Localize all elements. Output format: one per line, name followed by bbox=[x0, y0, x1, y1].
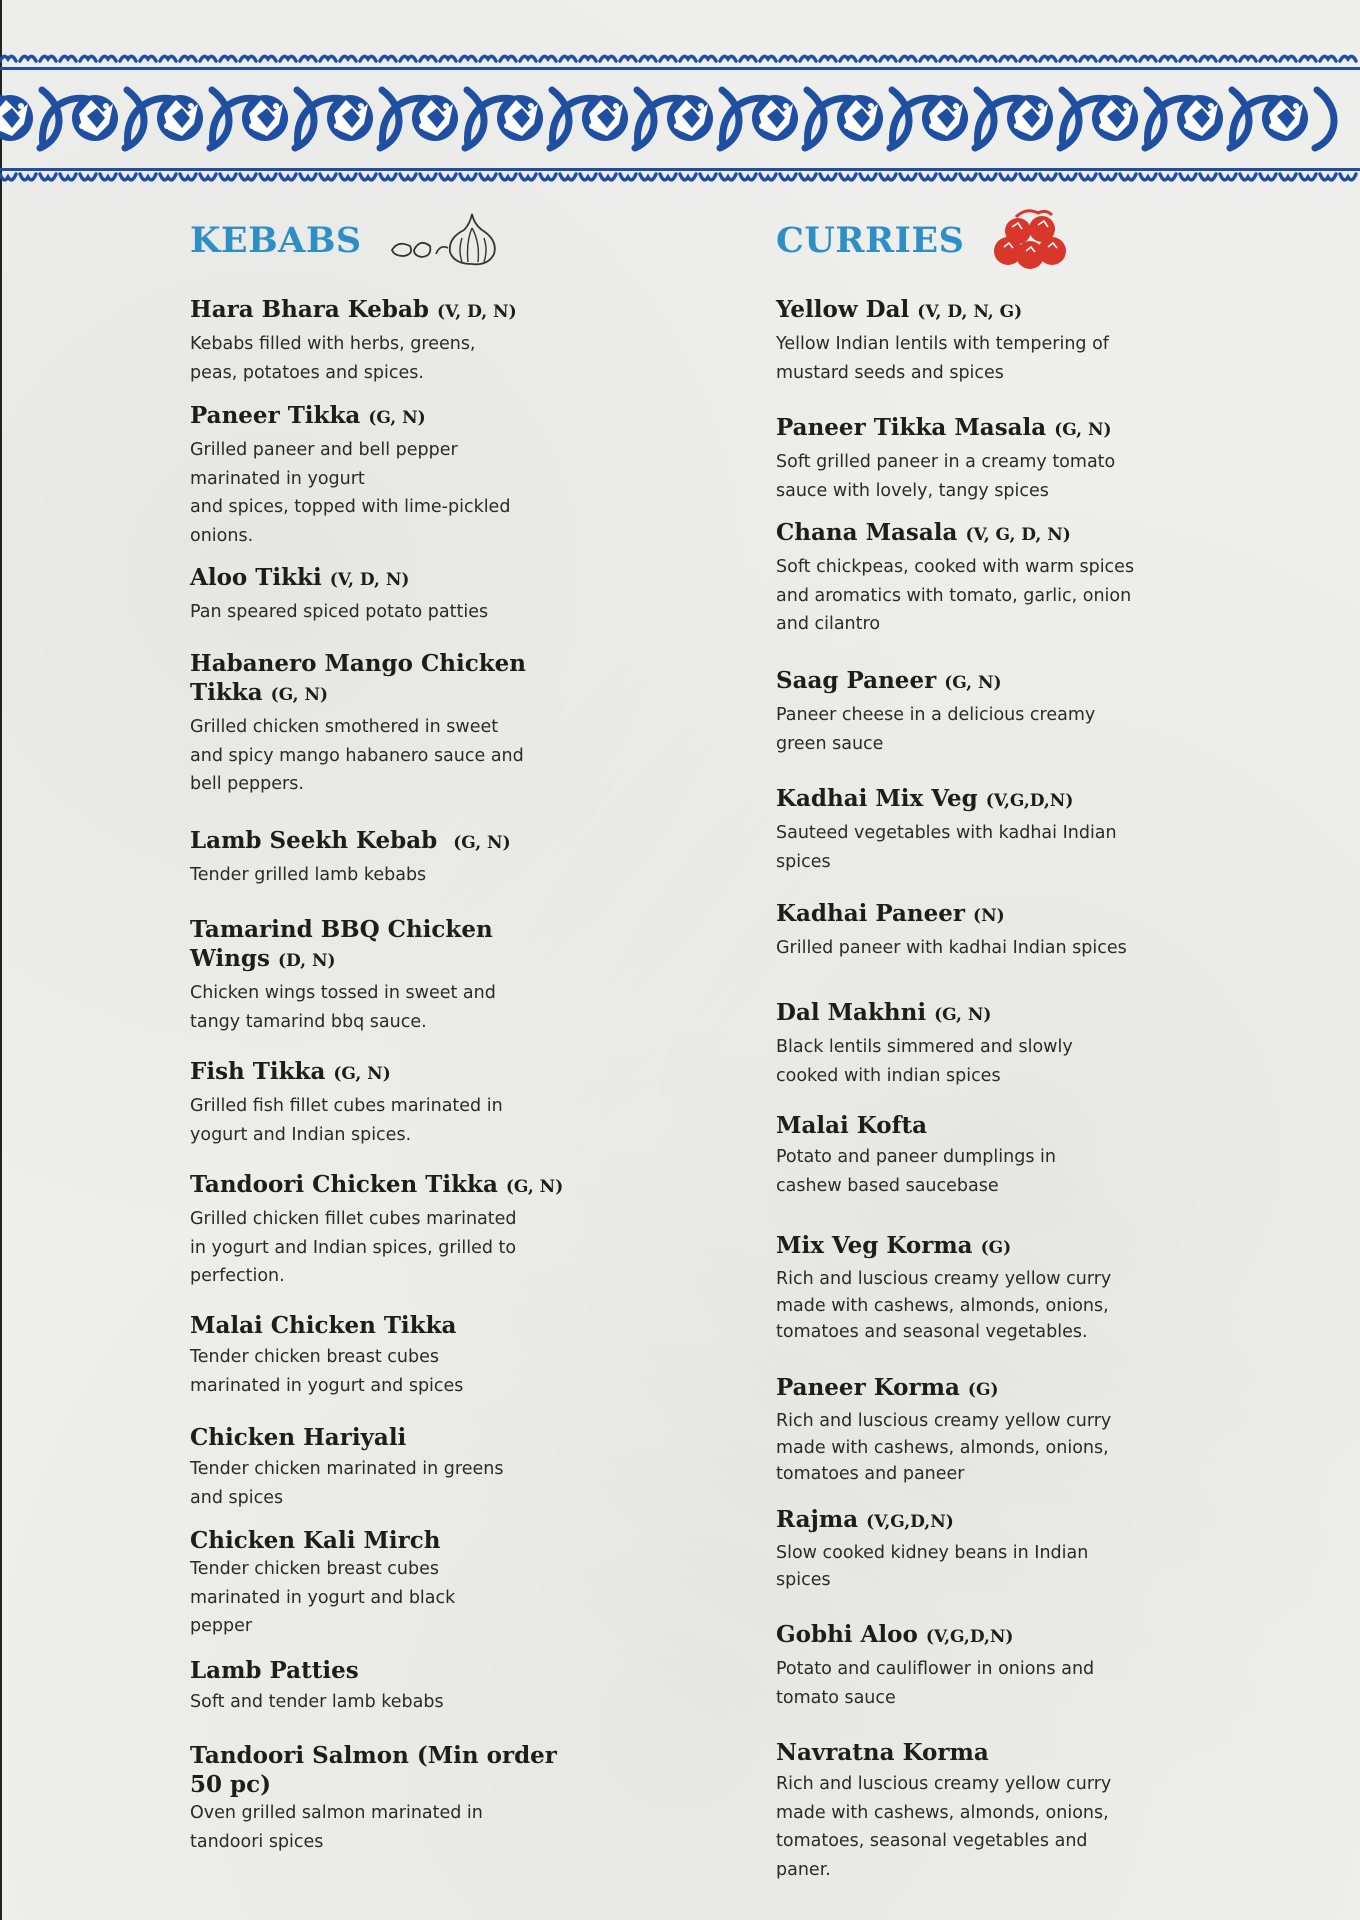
menu-item bbox=[776, 295, 1196, 387]
item-name: Kadhai Paneer bbox=[776, 900, 966, 927]
item-name: Lamb Seekh Kebab bbox=[190, 827, 438, 854]
menu-item bbox=[190, 295, 580, 387]
item-dietary-tags: (V,G,D,N) bbox=[985, 791, 1074, 811]
item-description: Potato and paneer dumplings in cashew based saucebase bbox=[776, 1147, 1056, 1196]
item-description: Chicken wings tossed in sweet and tangy tamarind bbq sauce. bbox=[190, 983, 496, 1032]
item-description: Soft and tender lamb kebabs bbox=[190, 1692, 444, 1712]
tomato-icon bbox=[986, 205, 1076, 275]
item-name: Paneer Korma bbox=[776, 1374, 960, 1401]
item-description: Grilled fish fillet cubes marinated in yogurt and Indian spices. bbox=[190, 1096, 503, 1145]
section-title-curries: CURRIES bbox=[776, 219, 965, 261]
menu-item bbox=[776, 666, 1196, 758]
menu-item bbox=[190, 1423, 580, 1512]
item-description: Tender chicken breast cubes marinated in yogurt and spices bbox=[190, 1347, 464, 1396]
menu-item bbox=[190, 1526, 580, 1641]
menu-item bbox=[776, 413, 1196, 505]
item-description: Tender chicken breast cubes marinated in yogurt and black pepper bbox=[190, 1559, 456, 1636]
item-description: Tender chicken marinated in greens and spices bbox=[190, 1459, 504, 1508]
curries-section bbox=[776, 215, 1196, 1880]
decorative-floral-border bbox=[0, 40, 1360, 190]
item-name: Lamb Patties bbox=[190, 1657, 359, 1684]
item-name-line-2: Wings bbox=[190, 945, 270, 972]
item-name: Dal Makhni bbox=[776, 999, 927, 1026]
page-edge-line bbox=[0, 0, 2, 1920]
item-description: Black lentils simmered and slowly cooked with indian spices bbox=[776, 1037, 1073, 1086]
item-description: Kebabs filled with herbs, greens, peas, potatoes and spices. bbox=[190, 334, 476, 383]
item-dietary-tags: (G, N) bbox=[934, 1005, 992, 1025]
menu-item bbox=[190, 649, 580, 799]
curries-header bbox=[776, 215, 1196, 265]
item-name: Kadhai Mix Veg bbox=[776, 785, 978, 812]
item-name: Malai Kofta bbox=[776, 1112, 927, 1139]
item-dietary-tags: (V, D, N, G) bbox=[917, 302, 1023, 322]
item-description: Grilled paneer with kadhai Indian spices bbox=[776, 938, 1127, 958]
item-description: Tender grilled lamb kebabs bbox=[190, 865, 427, 885]
item-description: Slow cooked kidney beans in Indian spices bbox=[776, 1543, 1089, 1590]
item-name: Tandoori Salmon (Min order bbox=[190, 1742, 557, 1769]
item-description: Potato and cauliflower in onions and tomato sauce bbox=[776, 1659, 1095, 1708]
item-dietary-tags: (V,G,D,N) bbox=[925, 1627, 1014, 1647]
menu-item bbox=[190, 1741, 580, 1856]
item-description: Grilled chicken fillet cubes marinated in yogurt and Indian spices, grilled to perfection. bbox=[190, 1209, 517, 1286]
item-dietary-tags: (G, N) bbox=[505, 1177, 564, 1197]
item-name: Fish Tikka bbox=[190, 1058, 326, 1085]
item-dietary-tags: (V,G,D,N) bbox=[866, 1512, 954, 1532]
item-name: Aloo Tikki bbox=[190, 564, 322, 591]
item-dietary-tags: (V, D, N) bbox=[436, 302, 517, 322]
menu-item bbox=[190, 1170, 580, 1291]
item-dietary-tags: (D, N) bbox=[277, 951, 336, 971]
menu-item bbox=[776, 1620, 1196, 1712]
item-dietary-tags: (V, G, D, N) bbox=[965, 525, 1071, 545]
item-name: Tandoori Chicken Tikka bbox=[190, 1171, 498, 1198]
menu-item bbox=[190, 1057, 580, 1149]
item-description: Soft chickpeas, cooked with warm spices and aromatics with tomato, garlic, onion and cilantro bbox=[776, 557, 1135, 634]
item-name: Chicken Hariyali bbox=[190, 1424, 407, 1451]
menu-item bbox=[190, 563, 580, 627]
item-dietary-tags: (N) bbox=[973, 906, 1005, 926]
item-name: Mix Veg Korma bbox=[776, 1232, 973, 1259]
item-description: Rich and luscious creamy yellow curry made with cashews, almonds, onions, tomatoes and seasonal vegetables. bbox=[776, 1269, 1112, 1342]
item-name: Chana Masala bbox=[776, 519, 958, 546]
item-name: Rajma bbox=[776, 1506, 859, 1533]
menu-item bbox=[776, 1738, 1196, 1884]
item-dietary-tags: (G, N) bbox=[1054, 420, 1112, 440]
item-dietary-tags: (G, N) bbox=[944, 673, 1002, 693]
menu-item bbox=[776, 1111, 1196, 1200]
menu-item bbox=[776, 518, 1196, 639]
item-name-line-2: 50 pc) bbox=[190, 1771, 271, 1798]
menu-item bbox=[190, 401, 580, 550]
item-name: Paneer Tikka Masala bbox=[776, 414, 1047, 441]
item-description: Soft grilled paneer in a creamy tomato sauce with lovely, tangy spices bbox=[776, 452, 1116, 501]
item-dietary-tags: (V, D, N) bbox=[329, 570, 410, 590]
item-dietary-tags: (G, N) bbox=[333, 1064, 391, 1084]
item-name: Yellow Dal bbox=[776, 296, 910, 323]
item-description: Grilled chicken smothered in sweet and spicy mango habanero sauce and bell peppers. bbox=[190, 717, 524, 794]
menu-item bbox=[190, 1656, 580, 1717]
item-name: Chicken Kali Mirch bbox=[190, 1527, 441, 1554]
item-description: Sauteed vegetables with kadhai Indian spices bbox=[776, 823, 1117, 872]
menu-item bbox=[776, 784, 1196, 876]
menu-item bbox=[190, 826, 580, 890]
item-dietary-tags: (G) bbox=[980, 1238, 1012, 1258]
item-dietary-tags: (G, N) bbox=[368, 408, 426, 428]
item-name: Gobhi Aloo bbox=[776, 1621, 918, 1648]
section-title-kebabs: KEBABS bbox=[190, 219, 362, 261]
item-name: Malai Chicken Tikka bbox=[190, 1312, 457, 1339]
item-dietary-tags: (G, N) bbox=[453, 833, 511, 853]
menu-item bbox=[776, 998, 1196, 1090]
item-name: Tamarind BBQ Chicken bbox=[190, 916, 493, 943]
garlic-icon bbox=[388, 212, 518, 268]
item-name: Hara Bhara Kebab bbox=[190, 296, 429, 323]
item-description: Grilled paneer and bell pepper marinated in yogurt and spices, topped with lime-pickled onions. bbox=[190, 440, 511, 546]
menu-item bbox=[190, 915, 580, 1036]
item-description: Rich and luscious creamy yellow curry made with cashews, almonds, onions, tomatoes and paneer bbox=[776, 1411, 1112, 1484]
item-description: Pan speared spiced potato patties bbox=[190, 602, 489, 622]
item-name: Navratna Korma bbox=[776, 1739, 989, 1766]
item-description: Rich and luscious creamy yellow curry made with cashews, almonds, onions, tomatoes, seasonal vegetables and paner. bbox=[776, 1774, 1112, 1880]
item-name-line-2: Tikka bbox=[190, 679, 263, 706]
item-description: Yellow Indian lentils with tempering of mustard seeds and spices bbox=[776, 334, 1109, 383]
item-name: Saag Paneer bbox=[776, 667, 937, 694]
kebabs-section bbox=[190, 215, 580, 1852]
item-dietary-tags: (G) bbox=[967, 1380, 999, 1400]
menu-item bbox=[776, 1373, 1196, 1488]
item-description: Paneer cheese in a delicious creamy green sauce bbox=[776, 705, 1096, 754]
menu-item bbox=[776, 1505, 1196, 1593]
menu-item bbox=[776, 1231, 1196, 1346]
item-name: Habanero Mango Chicken bbox=[190, 650, 527, 677]
item-description: Oven grilled salmon marinated in tandoori spices bbox=[190, 1803, 483, 1852]
menu-item bbox=[776, 899, 1196, 963]
item-dietary-tags: (G, N) bbox=[270, 685, 329, 705]
menu-item bbox=[190, 1311, 580, 1400]
item-name: Paneer Tikka bbox=[190, 402, 361, 429]
kebabs-header bbox=[190, 215, 580, 265]
